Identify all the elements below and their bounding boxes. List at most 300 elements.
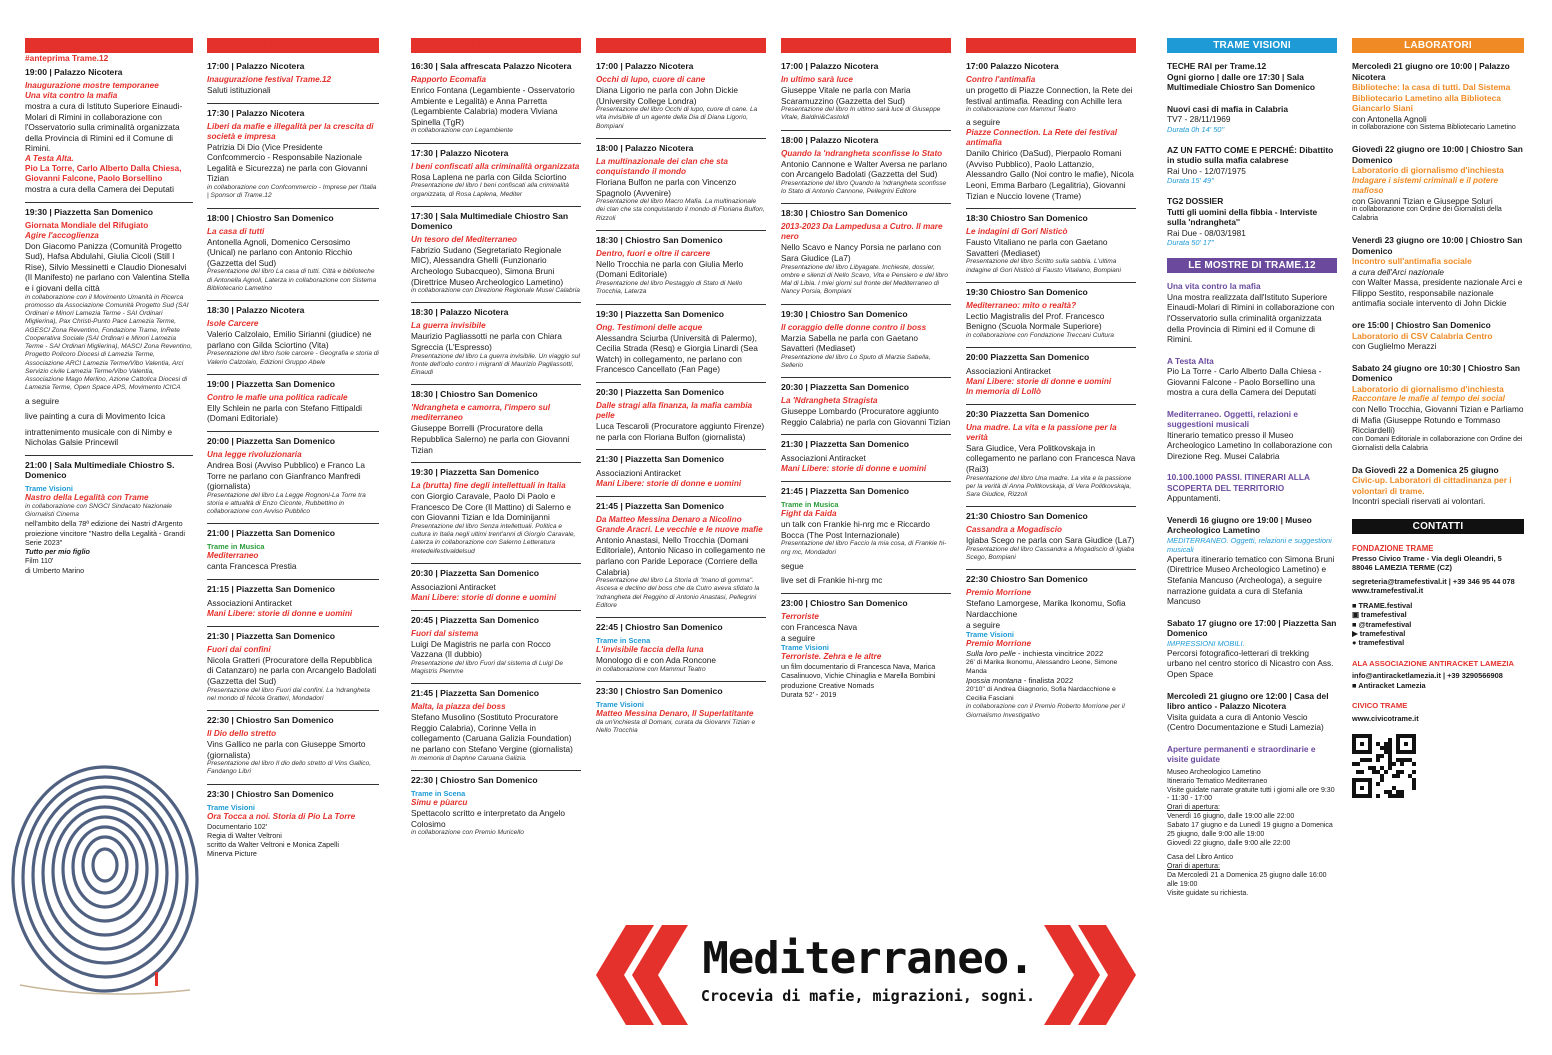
- event-subtitle: Agire l'accoglienza: [25, 230, 99, 240]
- mostra-body: Visite guidate narrate gratuite tutti i giorni alle ore 9:30 - 11:30 - 17:00: [1167, 786, 1335, 803]
- contact-block: [1352, 544, 1524, 648]
- lab-note: in collaborazione con Ordine dei Giornalisti della Calabria: [1352, 206, 1502, 223]
- event-note: In memoria di Daphne Caruana Galizia.: [411, 754, 527, 762]
- event-title: Mediterraneo: mito o realtà?: [966, 300, 1077, 310]
- event-body: un film documentario di Francesca Nava, Marica Casalinuovo, Vichie Chinaglia e Marella Bombini: [781, 662, 936, 681]
- event-note: Presentazione del libro Pestaggio di Stato di Nello Trocchia, Laterza: [596, 280, 743, 296]
- event-time: 18:00 | Chiostro San Domenico: [207, 212, 334, 223]
- event: [596, 304, 766, 375]
- section-header: LE MOSTRE DI TRAME.12: [1167, 258, 1337, 273]
- event-label: Trame Visioni: [781, 643, 829, 653]
- lab-time: Venerdì 23 giugno ore 10:00 | Chiostro San Domenico: [1352, 235, 1523, 256]
- lab-subtitle: a cura dell'Arci nazionale: [1352, 266, 1444, 277]
- event-time: 21:00 | Piazzetta San Domenico: [207, 528, 336, 539]
- event-follow: a seguire: [781, 632, 816, 643]
- event: [596, 138, 766, 223]
- visioni-duration: Durata 15' 49'': [1167, 176, 1214, 186]
- event-time: 17:00 | Palazzo Nicotera: [596, 61, 694, 71]
- event-body: Monologo di e con Ada Roncone: [596, 655, 716, 666]
- social-label: tramefestival: [1358, 638, 1405, 648]
- event-body: intrattenimento musicale con di Nimby e Nicholas Galsie Princewil: [25, 426, 173, 448]
- event: [966, 347, 1136, 397]
- social-twitter[interactable]: [1352, 620, 1524, 629]
- event-title: Giornata Mondiale del Rifugiato: [25, 220, 149, 230]
- event-time: 18:00 | Palazzo Nicotera: [781, 134, 879, 145]
- event-note: Presentazione del libro Il dio dello stretto di Vins Gallico, Fandango Libri: [207, 760, 372, 776]
- event-note: Presentazione del libro Senza intellettuali. Politica e cultura in Italia negli ultimi trent'anni di Giorgio Caravale, Laterza in collaborazione con Salerno Letteratura #retedeifestivaldelsud: [411, 523, 576, 555]
- event-time: 19:30 Chiostro San Domenico: [966, 286, 1088, 297]
- event-title: 2013-2023 Da Lampedusa a Cutro. Il mare nero: [781, 222, 943, 242]
- event-body: live set di Frankie hi-nrg mc: [781, 575, 883, 586]
- event-note: Presentazione del libro In ultimo sarà luce di Giuseppe Vitale, Baldini&Castoldi: [781, 106, 941, 122]
- event-note: in collaborazione con Premio Muricello: [411, 829, 524, 837]
- event: [781, 593, 951, 699]
- event: [781, 434, 951, 474]
- social-label: Antiracket Lamezia: [1358, 680, 1426, 690]
- event-time: 22:30 Chiostro San Domenico: [966, 574, 1088, 585]
- event: [207, 523, 379, 572]
- event-body: nell'ambito della 78ª edizione dei Nastri d'Argento: [25, 519, 183, 529]
- event-follow: a seguire: [966, 117, 1001, 128]
- event-body: Fabrizio Sudano (Segretariato Regionale MIC), Alessandra Ghelli (Funzionario Archeologo Subacqueo), Simona Bruni (Direttrice Museo Archeologico Lametino): [411, 244, 564, 287]
- visioni-source: TV7 - 28/11/1969: [1167, 114, 1231, 124]
- lab-item: [1352, 144, 1524, 224]
- day-header: DOMENICA 25 GIUGNO 2023: [966, 38, 1136, 53]
- event-body: Diana Ligorio ne parla con John Dickie (University College Londra): [596, 85, 739, 106]
- event-label: Trame Visioni: [25, 483, 73, 493]
- event: [781, 481, 951, 586]
- website-link[interactable]: www.civicotrame.it: [1352, 713, 1419, 723]
- mostra: [1167, 472, 1337, 503]
- event-body: Associazioni Antiracket: [207, 598, 292, 609]
- contact-city: 88046 LAMEZIA TERME (CZ): [1352, 563, 1452, 573]
- social-label: @tramefestival: [1358, 619, 1412, 629]
- contact-org: ALA ASSOCIAZIONE ANTIRACKET LAMEZIA: [1352, 658, 1514, 668]
- mostra-body: Venerdì 16 giugno, dalle 19:00 alle 22:00: [1167, 813, 1295, 821]
- event-film: Tutto per mio figlio: [25, 547, 90, 557]
- event-body: proiezione vincitore "Nastro della Legalità - Grandi Serie 2023": [25, 528, 185, 547]
- event-body: Marzia Sabella ne parla con Gaetano Savatteri (Mediaset): [781, 332, 918, 354]
- event-title: Liberi da mafie e illegalità per la crescita di società e impresa: [207, 121, 374, 141]
- event-title: Mani Libere: storie di donne e uomini: [781, 464, 927, 474]
- event-note: Presentazione del libro La Legge Rognoni-La Torre tra storia e attualità di Enzo Ciconte, Rubbettino in collaborazione con Avviso Pubblico: [207, 491, 366, 516]
- lab-item: [1352, 235, 1524, 309]
- visioni-title: Nuovi casi di mafia in Calabria: [1167, 103, 1289, 114]
- event-body: Don Giacomo Panizza (Comunità Progetto Sud), Hafsa Abdulahi, Giulia Cicoli (Still I Rise), Silvio Messinetti e Claudio Dionesalvi (Il Manifesto) ne parlano con Valentina Stella e i giovani della città: [25, 240, 190, 294]
- event-time: 17:30 | Palazzo Nicotera: [411, 147, 509, 158]
- event-title: Dalle stragi alla finanza, la mafia cambia pelle: [596, 400, 753, 420]
- event: [207, 579, 379, 619]
- event-body: Igiaba Scego ne parla con Sara Giudice (La7): [966, 535, 1135, 546]
- event-note: Presentazione del libro Faccio la mia cosa, di Frankie hi-nrg mc, Mondadori: [781, 540, 947, 556]
- event-body: Associazioni Antiracket: [596, 468, 681, 479]
- event-title: Mani Libere: storie di donne e uomini: [207, 608, 353, 618]
- event-time: 17:00 | Palazzo Nicotera: [207, 61, 305, 71]
- event-label: Trame Visioni: [966, 630, 1014, 640]
- event-body: di Umberto Marino: [25, 565, 85, 575]
- mostra: [1167, 515, 1337, 607]
- visioni-intro: [1167, 61, 1337, 93]
- lab-item: [1352, 320, 1524, 352]
- facebook-icon: ■: [1352, 680, 1357, 690]
- event-time: 22:30 | Chiostro San Domenico: [207, 715, 334, 725]
- mostra-body: Orari di apertura:: [1167, 804, 1220, 812]
- mostra-body: Itinerario tematico presso il Museo Archeologico Lametino In collaborazione con Direzione Reg. Musei Calabria: [1167, 429, 1333, 461]
- event-label: Trame in Scena: [411, 788, 466, 798]
- lab-time: Giovedì 22 giugno ore 10:00 | Chiostro San Domenico: [1352, 144, 1523, 165]
- event-body: Danilo Chirico (DaSud), Pierpaolo Romani (Avviso Pubblico), Paolo Lattanzio, Alessandro Gallo (Noi contro le mafie), Nicola Leoni, Emma Barbaro (Legalitria), Giovanni Tizian e Nuccio Iovene (Trame): [966, 148, 1134, 201]
- event: [25, 455, 193, 575]
- event-time: 21:00 | Sala Multimediale Chiostro S. Domenico: [25, 459, 175, 480]
- mostra-body: Apertura itinerario tematico con Simona Bruni (Direttrice Museo Archeologico Lametino) e Stefania Mancuso (Archeologa), a seguire narrazione guidata a cura di Stefania Mancuso: [1167, 553, 1335, 607]
- event-time: 21:30 | Piazzetta San Domenico: [207, 630, 336, 641]
- event-body: con Giorgio Caravale, Paolo Di Paolo e Francesco De Core (Il Mattino) di Salerno e con Giovanni Tizian e Ida Dominijanni: [411, 491, 572, 523]
- event-time: 16:30 | Sala affrescata Palazzo Nicotera: [411, 61, 572, 71]
- lab-body: con Walter Massa, presidente nazionale Arci e Filippo Sestito, responsabile nazionale antimafia sociale intervento di John Dickie: [1352, 277, 1523, 309]
- event-title: L'invisibile faccia della luna: [596, 645, 704, 655]
- event-body: mostra a cura di Istituto Superiore Einaudi-Molari di Rimini in collaborazione con l'Osservatorio sulla criminalità organizzata della Provincia di Rimini ed il Comune di Rimini.: [25, 101, 183, 154]
- event-title: Una legge rivoluzionaria: [207, 449, 302, 459]
- event-title: Piazze Connection. La Rete dei festival antimafia: [966, 128, 1118, 148]
- column-sunday: [966, 38, 1136, 898]
- event: [966, 61, 1136, 201]
- event-title: Cassandra a Mogadiscio: [966, 525, 1063, 535]
- event-note: Presentazione del libro Lo Sputo di Marzia Sabella, Sellerio: [781, 353, 931, 369]
- event: [966, 506, 1136, 562]
- event-time: 20:00 | Piazzetta San Domenico: [207, 435, 336, 446]
- event: [207, 300, 379, 367]
- event-body: Andrea Bosi (Avviso Pubblico) e Franco La Torre ne parlano con Gianfranco Manfredi (giornalista): [207, 459, 366, 492]
- event-time: 21:45 | Piazzetta San Domenico: [781, 486, 910, 497]
- contact-block: [1352, 701, 1524, 723]
- event-time: 17:30 | Sala Multimediale Chiostro San Domenico: [411, 210, 569, 231]
- event-time: 21:15 | Piazzetta San Domenico: [207, 584, 336, 595]
- event-time: 19:30 | Piazzetta San Domenico: [25, 206, 154, 217]
- lab-time: Da Giovedì 22 a Domenica 25 giugno: [1352, 464, 1499, 475]
- event-note: Presentazione del libro La Storia di "mano di gomma". Ascesa e declino del boss che da Cutro aveva sfidato la 'ndrangheta del Reggino di Antonio Anastasi, Pellegrini Editore: [596, 577, 760, 609]
- mostra: [1167, 281, 1337, 344]
- event-time: 21:30 | Piazzetta San Domenico: [596, 454, 725, 465]
- film-credits: 20'10'' di Andrea Giagnorio, Sofia Nardacchione e Cecilia Fasciani: [966, 686, 1116, 702]
- event-note: in collaborazione con il Premio Roberto Morrione per il Giornalismo Investigativo: [966, 703, 1125, 719]
- lab-body: Incontri speciali riservati ai volontari.: [1352, 496, 1486, 507]
- event-body: Giuseppe Vitale ne parla con Maria Scaramuzzino (Gazzetta del Sud): [781, 85, 911, 106]
- event-note: da un'inchiesta di Domani, curata da Giovanni Tizian e Nello Trocchia: [596, 719, 756, 735]
- event: [596, 681, 766, 735]
- visioni-title: TECHE RAI per Trame.12: [1167, 61, 1267, 71]
- event: [411, 302, 581, 377]
- event-title: 'Ndrangheta e camorra, l'impero sul mediterraneo: [411, 403, 551, 423]
- event-body: Durata 52' - 2019: [781, 689, 837, 699]
- event-body: Rosa Laplena ne parla con Gilda Sciortino: [411, 171, 567, 182]
- lab-time: ore 15:00 | Chiostro San Domenico: [1352, 320, 1491, 331]
- event-body: produzione Creative Nomads: [781, 680, 875, 690]
- event-body: Nello Scavo e Nancy Porsia ne parlano con Sara Giudice (La7): [781, 242, 942, 263]
- event-time: 21:30 | Piazzetta San Domenico: [781, 439, 910, 450]
- event-note: in collaborazione con SNGCI Sindacato Nazionale Giornalisti Cinema: [25, 502, 172, 519]
- mostra-body: Appuntamenti.: [1167, 493, 1221, 504]
- social-instagram[interactable]: [1352, 610, 1524, 619]
- event: [411, 770, 581, 837]
- event: [966, 569, 1136, 719]
- event-body: Stefano Musolino (Sostituto Procuratore Reggio Calabria), Corinne Vella in collegamento (Caruana Galizia Foundation) ne parlano con Stefano Vergine (giornalista): [411, 712, 573, 755]
- lab-body: con Nello Trocchia, Giovanni Tizian e Parliamo di Mafia (Giuseppe Rotundo e Tommaso Ricciardelli): [1352, 404, 1524, 436]
- event: [966, 208, 1136, 275]
- event-body: Lectio Magistralis del Prof. Francesco Benigno (Scuola Normale Superiore): [966, 310, 1105, 332]
- event-title: Isole Carcere: [207, 319, 259, 329]
- event-title: Inaugurazione festival Trame.12: [207, 75, 332, 84]
- event-body: con Francesca Nava: [781, 621, 858, 632]
- event-title: In memoria di Lollò: [966, 386, 1042, 396]
- lab-item: [1352, 61, 1524, 133]
- visioni-title: AZ UN FATTO COME E PERCHÉ: Dibattito in studio sulla mafia calabrese: [1167, 144, 1334, 166]
- website-link[interactable]: www.tramefestival.it: [1352, 586, 1424, 596]
- event-note: Presentazione del libro La guerra invisibile. Un viaggio sul fronte dell'odio contro i migranti di Maurizio Pagliassotti, Einaudi: [411, 352, 580, 377]
- event-body: Fausto Vitaliano ne parla con Gaetano Savatteri (Mediaset): [966, 237, 1108, 258]
- column-laboratori: [1352, 38, 1524, 1048]
- contact-email-phone[interactable]: info@antiracketlamezia.it | +39 3290566908: [1352, 671, 1503, 681]
- event-time: 18:30 | Chiostro San Domenico: [596, 234, 723, 245]
- day-header: VENERDÌ 23 GIUGNO 2023: [596, 38, 766, 53]
- day-header: MERCOLEDÌ 21 GIUGNO 2023: [207, 38, 379, 53]
- event: [411, 683, 581, 763]
- event: [411, 206, 581, 296]
- event-body: Associazioni Antiracket: [781, 453, 866, 464]
- event: [781, 377, 951, 427]
- day-header: MARTEDÌ 20 GIUGNO 2023: [25, 38, 193, 53]
- event-title: I beni confiscati alla criminalità organizzata: [411, 161, 580, 171]
- section-header: CONTATTI: [1352, 519, 1524, 534]
- contact-block: [1352, 659, 1524, 690]
- column-friday: [596, 38, 766, 898]
- event-title: Mani Libere: storie di donne e uomini: [596, 478, 742, 488]
- lab-title: Laboratorio di CSV Calabria Centro: [1352, 330, 1493, 341]
- mostra-title: Sabato 17 giugno ore 17:00 | Piazzetta San Domenico: [1167, 617, 1337, 639]
- event: [25, 67, 193, 195]
- event-body: canta Francesca Prestia: [207, 561, 297, 572]
- event-body: Antonio Anastasi, Nello Trocchia (Domani Editoriale), Antonio Nicaso in collegamento ne parlano con Paride Leporace (Corriere della Calabria): [596, 534, 766, 577]
- mostra-body: Da Mercoledì 21 a Domenica 25 giugno dalle 16:00 alle 19:00: [1167, 872, 1327, 889]
- event: [596, 449, 766, 489]
- lab-note: in collaborazione con Sistema Bibliotecario Lametino: [1352, 124, 1516, 132]
- event-note: in collaborazione con Confcommercio - Imprese per l'Italia | Sponsor di Trame.12: [207, 184, 377, 200]
- column-wednesday: [207, 38, 379, 866]
- event-body: Sara Giudice, Vera Politkovskaja in collegamento ne parlano con Francesca Nava (Rai3): [966, 442, 1136, 475]
- visioni-subtitle: Tutti gli uomini della fibbia - Interviste sulla 'ndrangheta'': [1167, 206, 1318, 228]
- youtube-icon: ▶: [1352, 628, 1358, 638]
- event-title: Ong. Testimoni delle acque: [596, 322, 703, 332]
- event-time: 18:30 Chiostro San Domenico: [966, 213, 1088, 224]
- event-body: Elly Schlein ne parla con Stefano Fittipaldi (Domani Editoriale): [207, 402, 362, 424]
- mostra-body: Percorsi fotografico-letterari di trekking urbano nel centro storico di Nicastro con Ass. Open Space: [1167, 647, 1334, 680]
- event-title: La guerra invisibile: [411, 321, 486, 331]
- lab-subtitle: Indagare i sistemi criminali e il potere mafioso: [1352, 175, 1499, 195]
- film-note: - inchiesta vincitrice 2022: [1017, 649, 1104, 659]
- mostra-title: Venerdì 16 giugno ore 19:00 | Museo Archeologico Lametino: [1167, 514, 1312, 536]
- day-header: GIOVEDÌ 22 GIUGNO 2023: [411, 38, 581, 53]
- mostra-title: 10.100.1000 PASSI. ITINERARI ALLA SCOPERTA DEL TERRITORIO: [1167, 472, 1310, 493]
- event-time: 17:00 Palazzo Nicotera: [966, 61, 1059, 71]
- event-title: Simu e pùarcu: [411, 797, 468, 807]
- event-body: Maurizio Pagliassotti ne parla con Chiara Sgreccia (L'Espresso): [411, 331, 562, 353]
- event-body: un progetto di Piazze Connection, la Rete dei festival antimafia. Reading con Achille Iera: [966, 85, 1133, 106]
- mostra-place: Museo Archeologico Lametino: [1167, 768, 1261, 776]
- fingerprint-illustration: [0, 740, 200, 1020]
- event-time: 20:45 | Piazzetta San Domenico: [411, 614, 540, 625]
- social-facebook[interactable]: [1352, 681, 1524, 690]
- social-list: [1352, 601, 1524, 648]
- event-title: La casa di tutti: [207, 226, 265, 236]
- event-body: Documentario 102': [207, 821, 268, 831]
- event-note: in collaborazione con Fondazione Treccani Cultura: [966, 332, 1114, 340]
- event-label: Trame Visioni: [207, 802, 255, 812]
- hashtag: #anteprima Trame.12: [25, 53, 109, 63]
- social-facebook[interactable]: [1352, 601, 1524, 610]
- mostra-body: Visita guidata a cura di Antonio Vescio (Centro Documentazione e Studi Lamezia): [1167, 711, 1324, 733]
- event-body: Luca Tescaroli (Procuratore aggiunto Firenze) ne parla con Floriana Bulfon (giornalista): [596, 420, 765, 442]
- event-body: Antonella Agnoli, Domenico Cersosimo (Unical) ne parlano con Antonio Ricchio (Gazzetta del Sud): [207, 236, 353, 268]
- event-title: Terroriste: [781, 611, 819, 621]
- event-note: Presentazione del libro Quando la 'ndrangheta sconfisse lo Stato di Antonio Cannone, Pellegrini Editore: [781, 179, 947, 196]
- festival-banner: [596, 925, 1136, 1025]
- event-body: scritto da Walter Veltroni e Monica Zapelli: [207, 840, 339, 850]
- visioni-duration: Durata 0h 14' 50'': [1167, 124, 1225, 134]
- event-title: Contro l'antimafia: [966, 75, 1036, 84]
- event-body: Stefano Lamorgese, Marika Ikonomu, Sofia Nardacchione: [966, 598, 1126, 620]
- event-body: Spettacolo scritto e interpretato da Angelo Colosimo: [411, 807, 566, 829]
- mostra-title: A Testa Alta: [1167, 355, 1214, 366]
- event-title: Dentro, fuori e oltre il carcere: [596, 248, 711, 258]
- event-title: Fight da Faida: [781, 509, 837, 519]
- event-time: 22:45 | Chiostro San Domenico: [596, 622, 723, 633]
- event: [207, 784, 379, 859]
- contact-email-phone[interactable]: segreteria@tramefestival.it | +39 346 95 44 078: [1352, 576, 1515, 586]
- event-follow: segue: [781, 560, 804, 571]
- event-title: Mani Libere: storie di donne e uomini: [411, 592, 557, 602]
- event-time: 20:00 Piazzetta San Domenico: [966, 352, 1090, 363]
- event-follow: a seguire: [25, 395, 60, 406]
- event-note: in collaborazione con Direzione Regionale Musei Calabria: [411, 287, 580, 295]
- lab-body: con Giovanni Tizian e Giuseppe Soluri: [1352, 195, 1493, 206]
- social-youtube[interactable]: [1352, 629, 1524, 638]
- event-label: Trame in Musica: [207, 542, 265, 552]
- visioni-item: [1167, 145, 1337, 186]
- event-title: Contro le mafie una politica radicale: [207, 392, 348, 402]
- event: [207, 374, 379, 424]
- event-time: 21:45 | Piazzetta San Domenico: [411, 688, 540, 699]
- visioni-title: TG2 DOSSIER: [1167, 196, 1224, 207]
- event-note: Presentazione del libro I beni confiscati alla criminalità organizzata, di Rosa Laplena, Mediter: [411, 182, 569, 198]
- event-time: 19:30 | Piazzetta San Domenico: [411, 467, 540, 478]
- event-time: 20:30 Piazzetta San Domenico: [966, 408, 1090, 419]
- event: [411, 563, 581, 603]
- event: [966, 404, 1136, 500]
- event: [596, 230, 766, 297]
- event-time: 19:30 | Chiostro San Domenico: [781, 308, 908, 319]
- event-time: 22:30 | Chiostro San Domenico: [411, 774, 538, 785]
- event-title: Ora Tocca a noi. Storia di Pio La Torre: [207, 811, 356, 821]
- mostra-highlight: MEDITERRANEO. Oggetti, relazioni e suggestioni musicali: [1167, 535, 1332, 554]
- event-note: Presentazione del libro Isole carcere - Geografia e storia di Valerio Calzolaio, Edizioni Gruppo Abele: [207, 350, 379, 366]
- event-title: Malta, la piazza dei boss: [411, 702, 506, 712]
- event-time: 18:00 | Palazzo Nicotera: [596, 142, 694, 153]
- event-body: Alessandra Sciurba (Università di Palermo), Cecilia Strada (Resq) e Giorgia Linardi (Sea Watch) in collegamento, ne parlano con Francesco Cancellato (Fan Page): [596, 332, 758, 375]
- mostra-body: Visite guidate su richiesta.: [1167, 890, 1249, 897]
- day-header: SABATO 24 GIUGNO 2023: [781, 38, 951, 53]
- flickr-icon: ●: [1352, 638, 1357, 648]
- event: [596, 617, 766, 674]
- event-time: 19:00 | Palazzo Nicotera: [25, 67, 123, 77]
- visioni-item: [1167, 104, 1337, 134]
- event-body: Associazioni Antiracket: [411, 581, 496, 592]
- event: [207, 103, 379, 201]
- social-flickr[interactable]: [1352, 638, 1524, 647]
- contact-org: FONDAZIONE TRAME: [1352, 543, 1434, 553]
- event-label: Trame in Musica: [781, 500, 839, 510]
- event-time: 17:30 | Palazzo Nicotera: [207, 107, 305, 118]
- mostra: [1167, 356, 1337, 398]
- event-time: 18:30 | Palazzo Nicotera: [207, 305, 305, 316]
- event-time: 19:30 | Piazzetta San Domenico: [596, 308, 725, 319]
- event-title: Le indagini di Gori Nisticò: [966, 227, 1068, 237]
- lab-body: con Guglielmo Merazzi: [1352, 341, 1437, 352]
- event-time: 18:30 | Chiostro San Domenico: [411, 389, 538, 400]
- event-note: Presentazione del libro La casa di tutti. Città e biblioteche di Antonella Agnoli, Laterza in collaborazione con Sistema Bibliotecario Lametino: [207, 268, 377, 292]
- event-title: Matteo Messina Denaro, Il Superlatitante: [596, 709, 754, 719]
- event-note: Presentazione del libro Occhi di lupo, cuore di cane. La vita invisibile di un agente della Dia di Diana Ligorio, Bompiani: [596, 106, 758, 130]
- lab-title: Laboratorio di giornalismo d'inchiesta: [1352, 165, 1504, 176]
- event-title: In ultimo sarà luce: [781, 75, 853, 84]
- qr-code[interactable]: [1352, 734, 1416, 798]
- event-title: La (brutta) fine degli intellettuali in Italia: [411, 481, 566, 491]
- event-title: Occhi di lupo, cuore di cane: [596, 75, 706, 84]
- event-title: Rapporto Ecomafia: [411, 75, 487, 84]
- event-title: Fuori dai confini: [207, 644, 271, 654]
- event-body: Enrico Fontana (Legambiente - Osservatorio Ambiente e Legalità) e Anna Parretta (Legambiente Calabria) modera Viviana Spinella (TgR): [411, 85, 575, 127]
- event: [411, 384, 581, 455]
- mostra-body: Una mostra realizzata dall'Istituto Superiore Einaudi-Molari di Rimini in collaborazione con l'Osservatorio sulla criminalità organizzata della Provincia di Rimini ed il Comune di Rimini.: [1167, 291, 1335, 345]
- visioni-schedule: Ogni giorno | dalle ore 17:30 | Sala Multimediale Chiostro San Domenico: [1167, 71, 1315, 92]
- event-title: Il Dio dello stretto: [207, 729, 277, 738]
- event: [25, 202, 193, 448]
- mostra-body: Itinerario Tematico Mediterraneo: [1167, 777, 1268, 785]
- event-time: 23:30 | Chiostro San Domenico: [596, 686, 723, 697]
- mostra-title: Aperture permanenti e straordinarie e visite guidate: [1167, 743, 1316, 765]
- event-note: Presentazione del libro Fuori dai confini. La 'ndrangheta nel mondo di Nicola Gratteri, Mondadori: [207, 686, 370, 702]
- event-body: Floriana Bulfon ne parla con Vincenzo Spagnolo (Avvenire): [596, 176, 737, 198]
- event: [207, 431, 379, 517]
- event-subtitle: Una vita contro la mafia: [25, 91, 118, 100]
- lab-subtitle: Raccontare le mafie al tempo dei social: [1352, 394, 1505, 404]
- event-body: Valerio Calzolaio, Emilio Sirianni (giudice) ne parlano con Gilda Sciortino (Vita): [207, 329, 372, 350]
- event-time: 21:30 Chiostro San Domenico: [966, 511, 1088, 522]
- visioni-source: Rai Uno - 12/07/1975: [1167, 165, 1246, 176]
- lab-body: con Antonella Agnoli: [1352, 113, 1427, 124]
- event-note: in collaborazione con il Movimento Umanità in Ricerca promosso da Associazione Comunità Progetto Sud (SAI Ordinari e Minori Lamezia Terme - SAI Ordinari Miglierina), Pax Christi-Punto Pace Lamezia Terme, AGESCI Zona Reventino, Fondazione Trame, InRete Cooperativa Sociale (SAI Ordinari e Minori Lamezia Terme - SAI Ordinari Miglierina), MASCI Zona Reventino, Progetto Policoro Diocesi di Lamezia Terme, Associazione ARCI Lamezia Terme/Vibo Valentia, Arci Servizio civile Lamezia Terme/Vibo Valentia, Associazione Mago Merlino, Azione Cattolica Diocesi di Lamezia Terme, Open Space APS, Movimento ICICA: [25, 293, 193, 392]
- event: [966, 282, 1136, 340]
- event: [207, 710, 379, 777]
- qr-code-icon: [1352, 734, 1416, 798]
- social-label: TRAME.festival: [1358, 600, 1413, 610]
- event: [596, 496, 766, 610]
- twitter-icon: ■: [1352, 619, 1357, 629]
- mostra-title: Una vita contro la mafia: [1167, 281, 1261, 292]
- event-note: Presentazione del libro Fuori dal sistema di Luigi De Magistris Piemme: [411, 659, 564, 675]
- event-body: Giuseppe Borrelli (Procuratore della Repubblica Salerno) ne parla con Giovanni Tizian: [411, 423, 570, 455]
- event-title: Inaugurazione mostre temporanee: [25, 81, 159, 90]
- mostra-body: Giovedì 22 giugno, dalle 9:00 alle 22:00: [1167, 840, 1291, 848]
- event-time: 19:00 | Piazzetta San Domenico: [207, 378, 336, 389]
